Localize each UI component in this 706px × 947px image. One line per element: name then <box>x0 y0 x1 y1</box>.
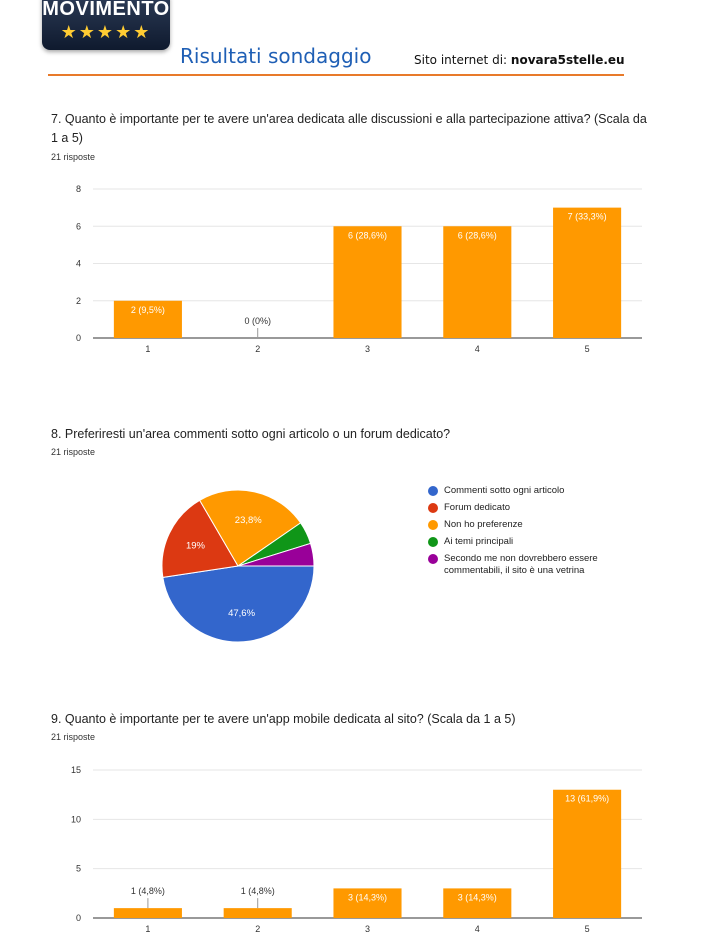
logo-text: MOVIMENTO <box>42 0 170 20</box>
legend-swatch <box>428 554 438 564</box>
pie-slice-label: 47,6% <box>228 607 256 619</box>
bar-data-label: 6 (28,6%) <box>347 230 388 241</box>
y-tick-label: 0 <box>75 913 81 923</box>
legend-swatch <box>428 486 438 496</box>
legend-swatch <box>428 537 438 547</box>
y-tick-label: 15 <box>70 765 81 775</box>
legend-label: Non ho preferenze <box>444 519 523 530</box>
site-info <box>414 53 625 67</box>
legend-swatch <box>428 503 438 513</box>
y-tick-label: 8 <box>75 184 81 194</box>
bar-data-label: 2 (9,5%) <box>130 304 165 315</box>
bar-data-label: 3 (14,3%) <box>457 892 497 903</box>
x-tick-label: 5 <box>584 924 590 934</box>
y-tick-label: 4 <box>75 258 81 269</box>
x-tick-label: 2 <box>255 344 261 354</box>
bar-data-label: 0 (0%) <box>244 316 271 326</box>
page-title: Risultati sondaggio <box>180 44 372 68</box>
bar <box>443 226 511 338</box>
legend-label: Ai temi principali <box>444 536 514 547</box>
header-divider <box>48 74 624 76</box>
y-tick-label: 5 <box>75 863 81 874</box>
q7-bar-chart <box>60 178 660 358</box>
x-tick-label: 1 <box>145 924 151 934</box>
legend-label: Commenti sotto ogni articolo <box>444 485 565 496</box>
bar-data-label: 7 (33,3%) <box>567 211 607 222</box>
y-tick-label: 6 <box>75 221 81 232</box>
q9-bar-chart <box>60 760 660 947</box>
bar-data-label: 6 (28,6%) <box>457 230 497 241</box>
pie-slice-label: 23,8% <box>234 515 262 527</box>
y-tick-label: 0 <box>75 333 81 343</box>
legend-label: Forum dedicato <box>444 502 511 513</box>
bar-data-label: 3 (14,3%) <box>347 892 388 903</box>
question-8: 8. Preferiresti un'area commenti sotto ogni articolo o un forum dedicato? <box>51 427 451 441</box>
site-label: Sito internet di: <box>414 53 508 67</box>
bar <box>224 908 292 918</box>
x-tick-label: 5 <box>584 344 590 354</box>
bar <box>553 790 621 918</box>
bar-data-label: 1 (4,8%) <box>240 886 275 897</box>
legend-label: Secondo me non dovrebbero essere commentabili, il sito è una vetrina <box>444 553 598 576</box>
x-tick-label: 4 <box>474 924 480 934</box>
legend-swatch <box>428 520 438 530</box>
logo-stars: ★★★★★ <box>60 22 152 42</box>
bar-data-label: 13 (61,9%) <box>565 793 610 804</box>
x-tick-label: 2 <box>255 924 261 934</box>
x-tick-label: 4 <box>474 344 480 354</box>
question-7: 7. Quanto è importante per te avere un'area dedicata alle discussioni e alla partecipazione attiva? (Scala da 1 a 5) <box>51 112 647 145</box>
y-tick-label: 10 <box>70 814 81 825</box>
pie-slice-label: 19% <box>185 540 205 552</box>
movimento-logo <box>42 0 170 50</box>
bar <box>114 908 182 918</box>
bar <box>553 208 621 338</box>
q9-response-count: 21 risposte <box>51 732 96 742</box>
site-url: novara5stelle.eu <box>510 53 625 67</box>
q7-response-count: 21 risposte <box>51 152 96 162</box>
y-tick-label: 2 <box>75 295 81 306</box>
x-tick-label: 1 <box>145 344 151 354</box>
bar-data-label: 1 (4,8%) <box>130 886 165 897</box>
pie-slice <box>163 566 314 642</box>
bar <box>333 226 401 338</box>
q8-pie-chart <box>150 475 330 655</box>
q8-pie-legend <box>428 485 658 595</box>
x-tick-label: 3 <box>364 924 371 934</box>
question-9: 9. Quanto è importante per te avere un'app mobile dedicata al sito? (Scala da 1 a 5) <box>51 712 516 726</box>
q8-response-count: 21 risposte <box>51 447 96 457</box>
x-tick-label: 3 <box>364 344 371 354</box>
